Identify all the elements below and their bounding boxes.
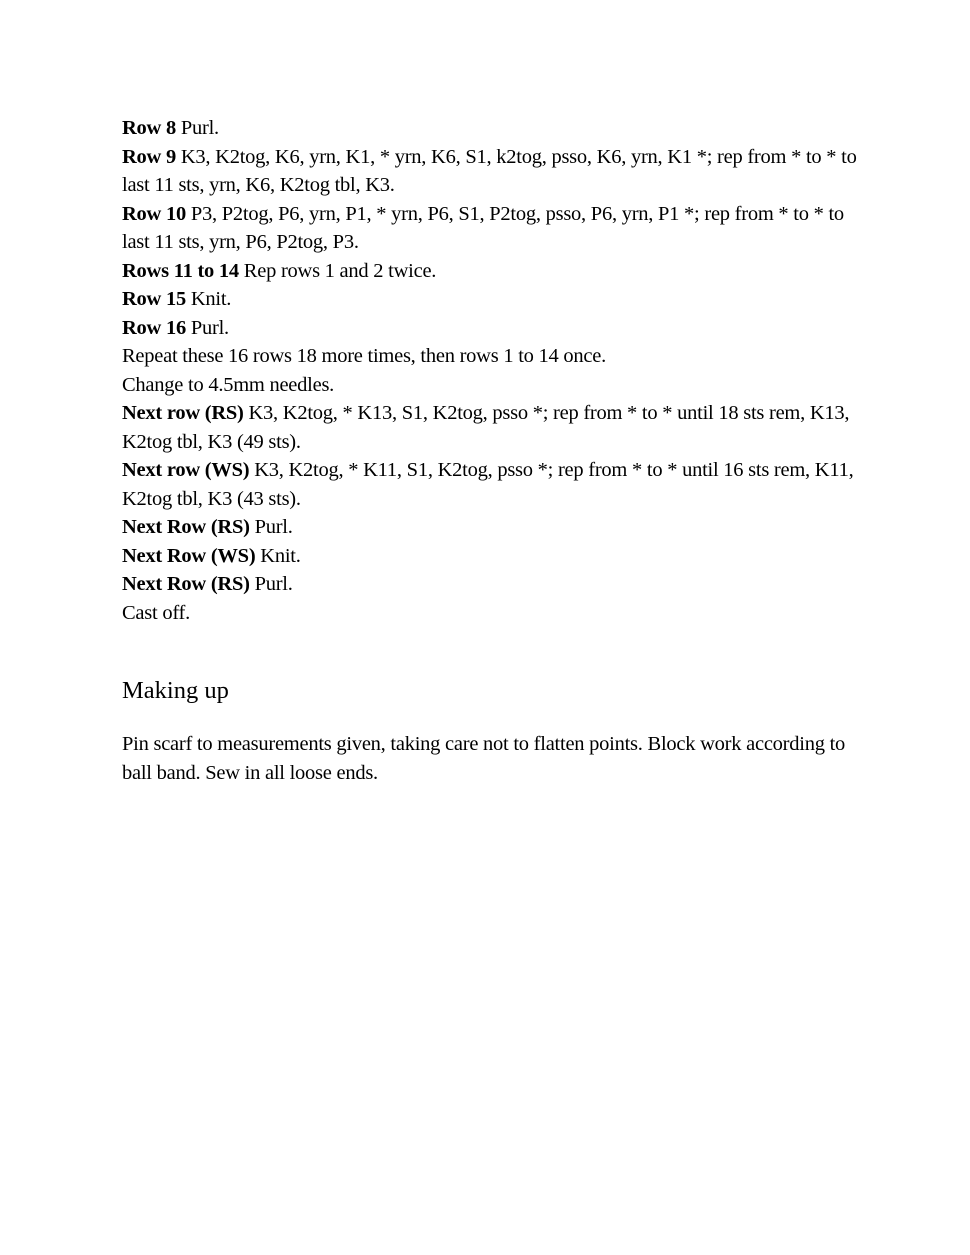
row-text: Knit. <box>185 288 232 310</box>
row-label: Next Row (RS) <box>122 516 250 538</box>
row-text: Repeat these 16 rows 18 more times, then rows 1 to 14 once. <box>122 345 606 367</box>
row-text: K3, K2tog, * K11, S1, K2tog, psso *; rep from * to * until 16 sts rem, K11, K2tog tbl, K3 (43 sts). <box>122 459 854 510</box>
row-label: Row 9 <box>122 145 176 168</box>
instruction-line <box>122 399 862 456</box>
instruction-line <box>122 114 862 143</box>
row-label: Row 10 <box>122 202 186 225</box>
row-text: Rep rows 1 and 2 twice. <box>238 259 437 282</box>
row-text: P3, P2tog, P6, yrn, P1, * yrn, P6, S1, P2tog, psso, P6, yrn, P1 *; rep from * to * to last 11 sts, yrn, P6, P2tog, P3. <box>122 202 844 253</box>
row-label: Rows 11 to 14 <box>122 259 239 282</box>
instruction-line <box>122 285 862 314</box>
instruction-line <box>122 314 862 343</box>
row-label: Next Row (WS) <box>122 544 256 567</box>
making-up-heading: Making up <box>122 677 229 704</box>
row-text: Purl. <box>249 573 293 595</box>
row-label: Next Row (RS) <box>122 573 250 595</box>
row-label: Row 8 <box>122 117 176 139</box>
row-label: Row 16 <box>122 316 186 339</box>
instruction-line <box>122 342 862 371</box>
row-text: Change to 4.5mm needles. <box>122 373 335 396</box>
instruction-line <box>122 257 862 286</box>
instruction-line <box>122 143 862 200</box>
row-text: Purl. <box>175 117 219 139</box>
instruction-line <box>122 456 862 513</box>
row-text: Purl. <box>249 516 293 538</box>
row-label: Next row (RS) <box>122 402 244 424</box>
instruction-line <box>122 542 862 571</box>
instruction-line <box>122 371 862 400</box>
row-text: Cast off. <box>122 601 190 624</box>
row-text: Knit. <box>255 544 301 567</box>
row-label: Row 15 <box>122 288 186 310</box>
instruction-line <box>122 570 862 599</box>
row-text: K3, K2tog, K6, yrn, K1, * yrn, K6, S1, k2tog, psso, K6, yrn, K1 *; rep from * to * to last 11 sts, yrn, K6, K2tog tbl, K3. <box>122 145 857 196</box>
instruction-line <box>122 200 862 257</box>
pattern-instructions <box>122 114 862 627</box>
row-text: K3, K2tog, * K13, S1, K2tog, psso *; rep from * to * until 18 sts rem, K13, K2tog tbl, K3 (49 sts). <box>122 402 850 453</box>
instruction-line <box>122 599 862 628</box>
making-up-paragraph: Pin scarf to measurements given, taking care not to flatten points. Block work according to ball band. Sew in all loose ends. <box>122 733 846 784</box>
instruction-line <box>122 513 862 542</box>
row-label: Next row (WS) <box>122 459 250 481</box>
row-text: Purl. <box>185 316 229 339</box>
